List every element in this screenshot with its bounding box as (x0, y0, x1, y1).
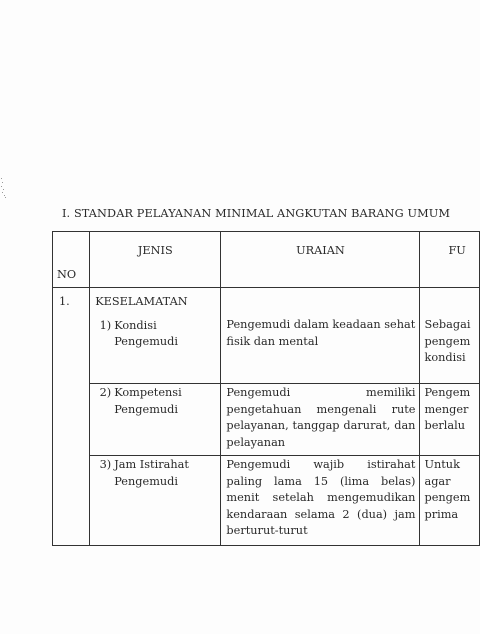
header-uraian: URAIAN (221, 232, 420, 288)
item-jenis: Jam Istirahat Pengemudi (114, 458, 189, 488)
jenis-item (93, 457, 218, 490)
item-number: 1) (99, 318, 112, 332)
header-fungsi: FU (420, 232, 480, 288)
item-fungsi: Untuk agar pengem prima (420, 456, 480, 546)
header-no: NO (53, 232, 90, 288)
table-row (53, 288, 480, 384)
table-row (53, 384, 480, 456)
table-row (53, 456, 480, 546)
jenis-item (93, 318, 218, 351)
item-uraian: Pengemudi dalam keadaan sehat fisik dan mental (226, 318, 416, 348)
header-jenis: JENIS (90, 232, 221, 288)
jenis-item (93, 385, 218, 418)
item-uraian: Pengemudi memiliki pengetahuan mengenali rute pelayanan, tanggap darurat, dan pelayanan (226, 386, 416, 449)
item-uraian: Pengemudi wajib istirahat paling lama 15 (lima belas) menit setelah mengemudikan kendaraan selama 2 (dua) jam berturut-turut (226, 458, 416, 537)
service-standards-table (52, 231, 480, 546)
item-number: 2) (99, 386, 112, 399)
table-header-row (53, 232, 480, 288)
item-jenis: Kompetensi Pengemudi (114, 386, 182, 416)
category-label: KESELAMATAN (95, 295, 188, 308)
scan-specks (0, 178, 6, 198)
row-number: 1. (53, 288, 90, 546)
item-jenis: Kondisi Pengemudi (114, 318, 179, 348)
item-number: 3) (99, 458, 112, 471)
item-fungsi: Pengem menger berlalu (420, 384, 480, 456)
section-heading: I. STANDAR PELAYANAN MINIMAL ANGKUTAN BARANG UMUM (62, 207, 451, 220)
item-fungsi: Sebagai pengem kondisi (420, 288, 480, 384)
